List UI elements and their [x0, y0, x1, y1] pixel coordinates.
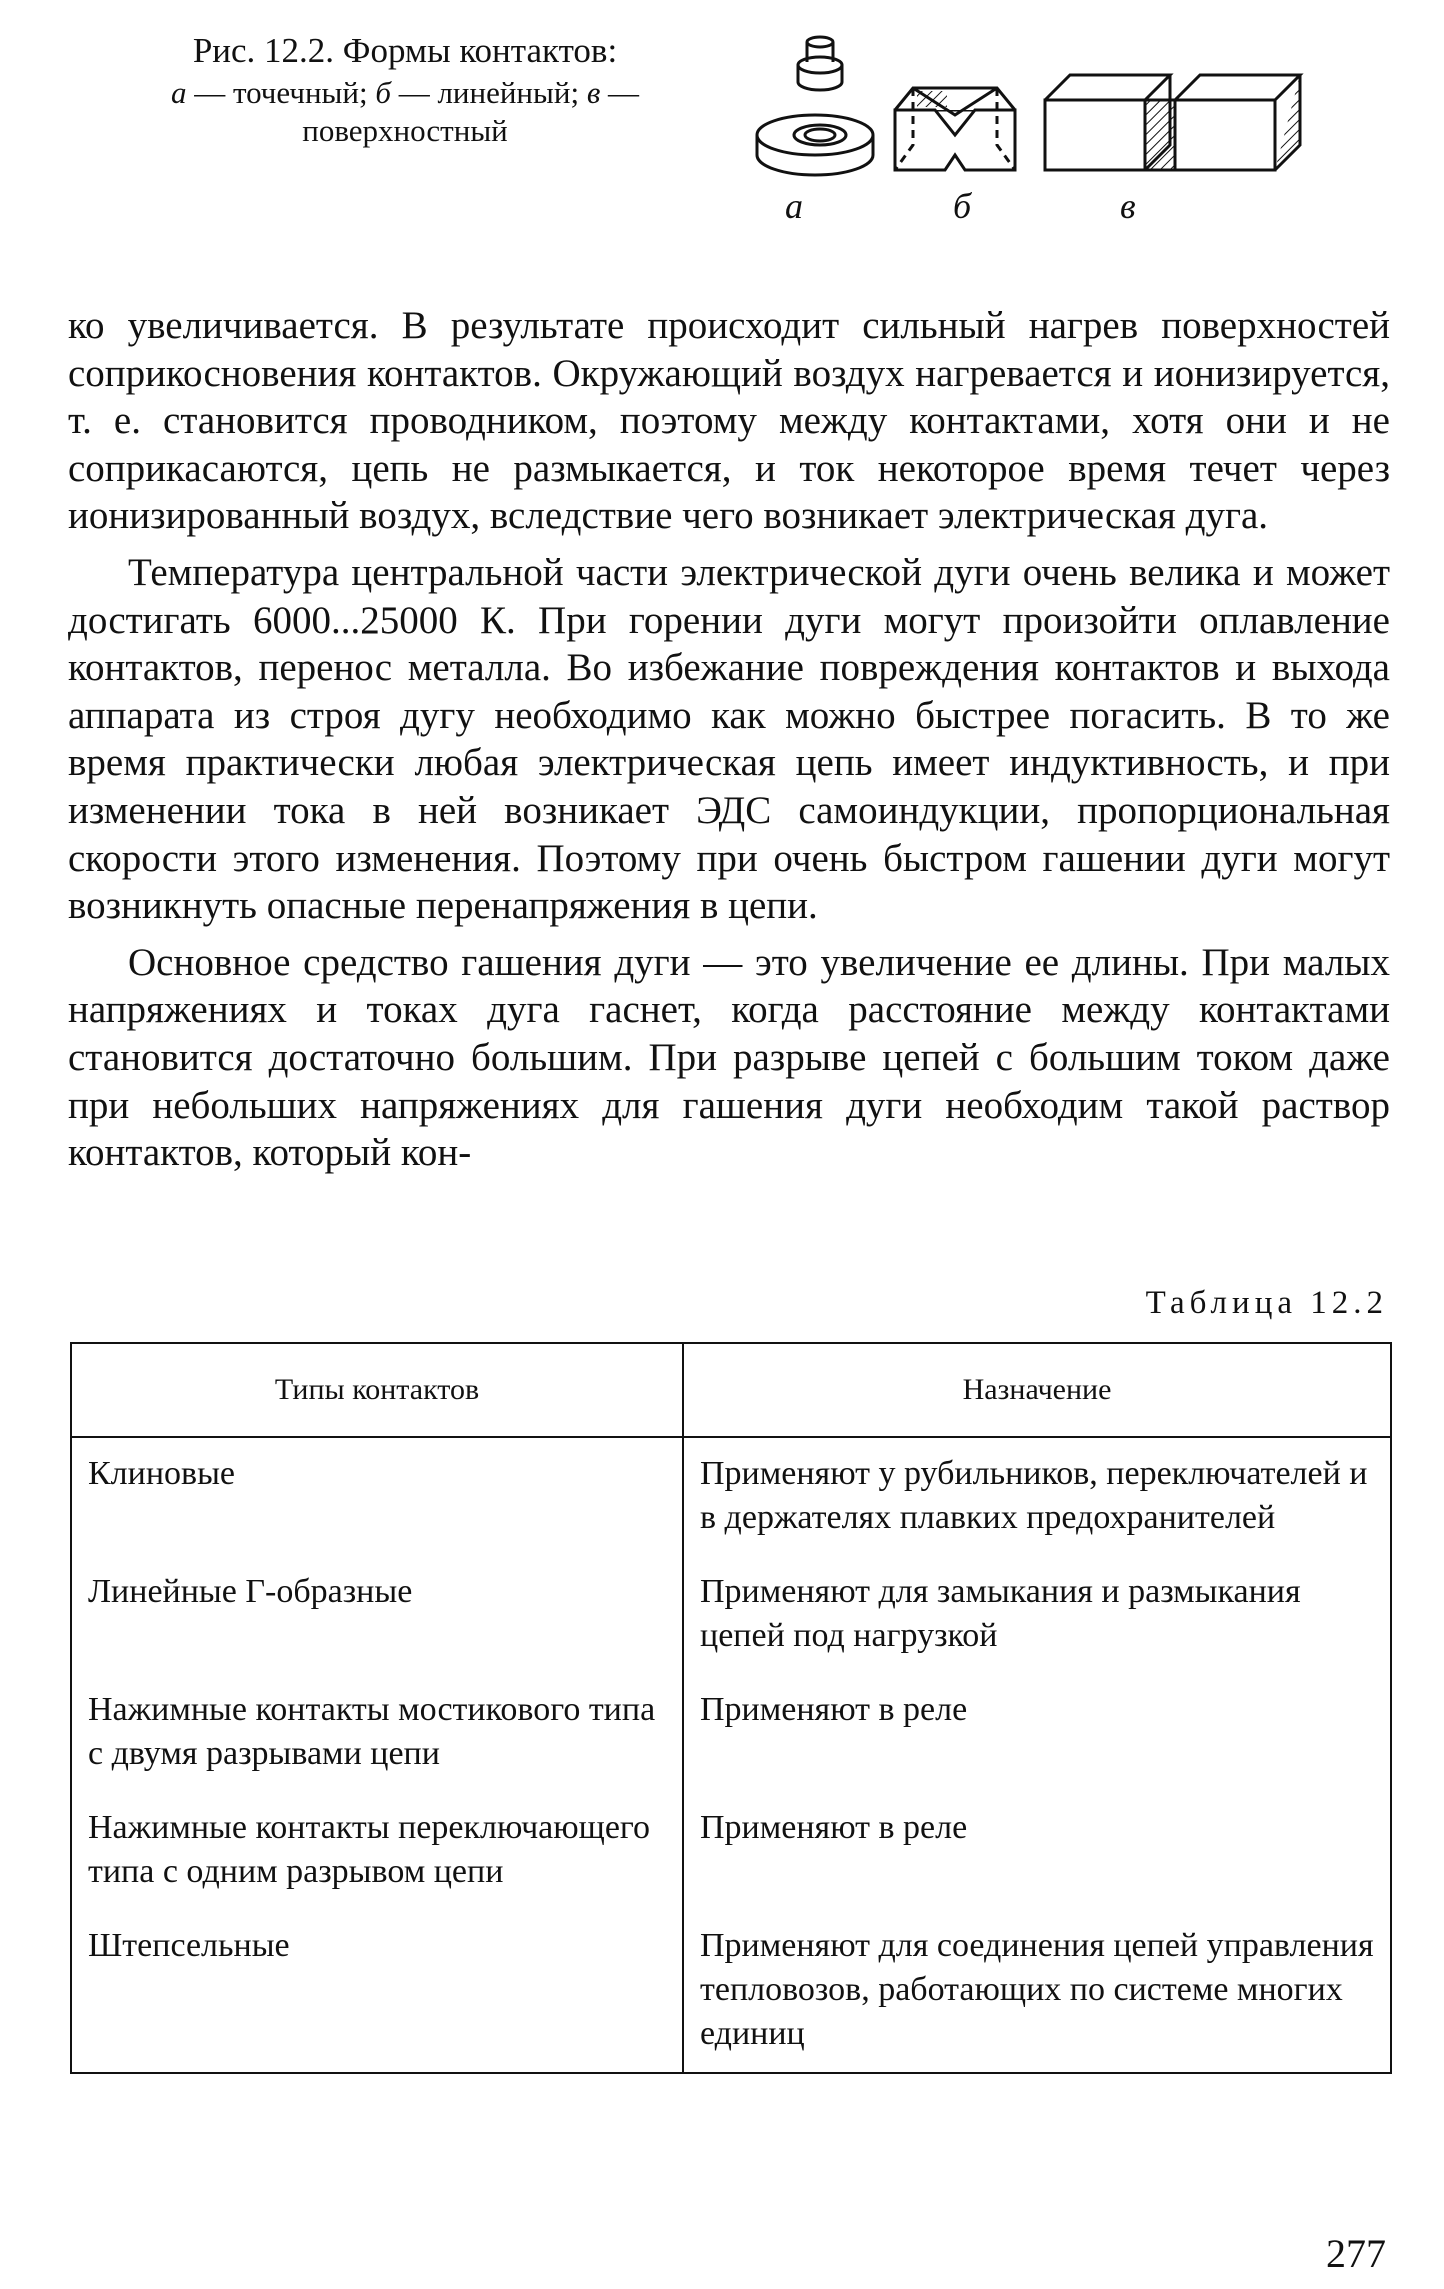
contact-type-cell: Штепсельные [71, 1910, 683, 2073]
paragraph-3: Основное средство гашения дуги — это увеличение ее длины. При малых напряжениях и токах дуга гаснет, когда расстояние между контактами становится достаточно большим. При разрыве цепей с большим током даже при небольших напряжениях для гашения дуги необходим такой раствор контактов, который кон- [68, 940, 1390, 1175]
table-caption: Таблица 12.2 [1145, 1285, 1388, 1321]
legend-letter-a: а [170, 74, 187, 110]
page-number: 277 [1326, 2231, 1386, 2276]
purpose-cell: Применяют для замыкания и размыкания цепей под нагрузкой [683, 1556, 1391, 1674]
legend-letter-v: в [586, 74, 601, 110]
contact-type-cell: Клиновые [71, 1437, 683, 1556]
legend-text-a: — точечный; [186, 74, 376, 110]
table-header-row [71, 1343, 1391, 1437]
table-row [71, 1437, 1391, 1556]
purpose-cell: Применяют для соединения цепей управления тепловозов, работающих по системе многих единиц [683, 1910, 1391, 2073]
purpose-cell: Применяют в реле [683, 1674, 1391, 1792]
table-row [71, 1910, 1391, 2073]
purpose-cell: Применяют у рубильников, переключателей и в держателях плавких предохранителей [683, 1437, 1391, 1556]
linear-contact-drawing [895, 88, 1015, 170]
contact-shapes-figure [745, 20, 1405, 240]
table-row [71, 1792, 1391, 1910]
legend-text-v: — [600, 74, 640, 110]
contact-shapes-drawing [745, 20, 1405, 210]
purpose-cell: Применяют в реле [683, 1792, 1391, 1910]
figure-caption-title: Рис. 12.2. Формы контактов: [192, 31, 618, 70]
contact-type-cell: Нажимные контакты переключающего типа с одним разрывом цепи [71, 1792, 683, 1910]
paragraph-1: ко увеличивается. В результате происходит сильный нагрев поверхностей соприкосновения контактов. Окружающий воздух нагревается и ионизируется, т. е. становится проводником, поэтому между контактами, хотя они и не соприкасаются, цепь не размыкается, и ток некоторое время течет через ионизированный воздух, вследствие чего возникает электрическая дуга. [68, 304, 1390, 538]
header-purpose: Назначение [683, 1343, 1391, 1437]
legend-letter-b: б [375, 74, 391, 110]
table-row [71, 1674, 1391, 1792]
point-contact-drawing [757, 37, 873, 175]
surface-contact-drawing [1045, 75, 1300, 170]
header-contact-types: Типы контактов [71, 1343, 683, 1437]
body-text [68, 302, 1390, 1177]
figure-caption [110, 28, 700, 151]
contact-type-cell: Нажимные контакты мостикового типа с двумя разрывами цепи [71, 1674, 683, 1792]
figure-label-v: в [1120, 186, 1136, 226]
paragraph-2: Температура центральной части электрической дуги очень велика и может достигать 6000...25000 К. При горении дуги могут произойти оплавление контактов, перенос металла. Во избежание повреждения контактов и выхода аппарата из строя дугу необходимо как можно быстрее погасить. В то же время практически любая электрическая цепь имеет индуктивность, и при изменении тока в ней возникает ЭДС самоиндукции, пропорциональная скорости этого изменения. Поэтому при очень быстром гашении дуги могут возникнуть опасные перенапряжения в цепи. [68, 550, 1390, 928]
figure-legend [110, 74, 700, 152]
table-row [71, 1556, 1391, 1674]
contact-types-table [70, 1342, 1392, 2074]
legend-tail: поверхностный [302, 113, 508, 149]
contact-type-cell: Линейные Г-образные [71, 1556, 683, 1674]
legend-text-b: — линейный; [390, 74, 587, 110]
figure-label-b: б [953, 186, 972, 226]
figure-label-a: а [785, 186, 803, 226]
